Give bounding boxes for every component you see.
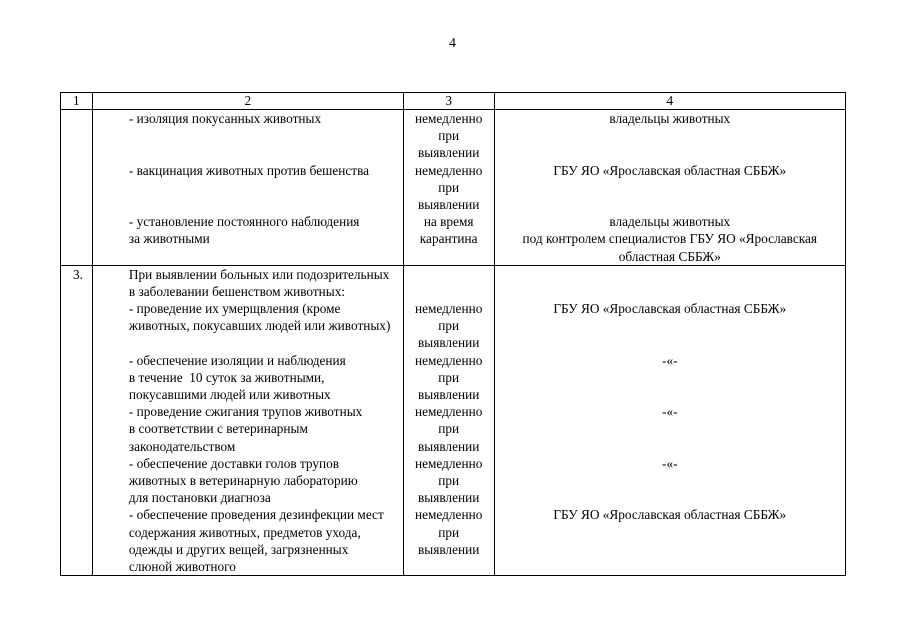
text-line: немедленно: [415, 404, 483, 420]
text-line: животных в ветеринарную лабораторию: [128, 472, 358, 488]
text-line: для постановки диагноза: [128, 490, 271, 506]
text-line: выявлении: [418, 196, 480, 212]
text-line: [497, 144, 843, 161]
text-line: немедленно: [415, 301, 483, 317]
measure-cell: [92, 110, 403, 266]
text-line: при: [438, 524, 460, 540]
text-line: [497, 127, 843, 144]
timing-cell: [403, 110, 494, 266]
responsible-cell: [494, 110, 845, 266]
text-line: [406, 248, 492, 265]
text-line: [95, 144, 401, 161]
text-line: слюной животного: [128, 558, 236, 574]
text-line: - обеспечение изоляции и наблюдения: [128, 352, 346, 368]
text-line: немедленно: [415, 352, 483, 368]
text-line: карантина: [419, 231, 478, 247]
text-line: [497, 283, 843, 300]
measure-cell: [92, 265, 403, 575]
text-line: в течение 10 суток за животными,: [128, 369, 325, 385]
text-line: выявлении: [418, 335, 480, 351]
text-line: ГБУ ЯО «Ярославская областная СББЖ»: [553, 507, 787, 523]
text-line: [497, 266, 843, 283]
text-line: при: [438, 128, 460, 144]
header-col-2: 2: [92, 93, 403, 110]
text-line: ГБУ ЯО «Ярославская областная СББЖ»: [553, 162, 787, 178]
text-line: немедленно: [415, 455, 483, 471]
text-line: в соответствии с ветеринарным: [128, 421, 308, 437]
text-line: выявлении: [418, 387, 480, 402]
text-line: законодательством: [128, 438, 236, 454]
text-line: - проведение сжигания трупов животных: [128, 404, 363, 420]
text-line: при: [438, 369, 460, 385]
timing-cell: [403, 265, 494, 575]
text-line: [95, 179, 401, 196]
text-line: [497, 369, 843, 386]
text-line: -«-: [662, 455, 678, 471]
text-line: животных, покусавших людей или животных): [128, 318, 391, 334]
text-line: [497, 386, 843, 403]
text-line: в заболевании бешенством животных:: [128, 283, 346, 299]
text-line: - установление постоянного наблюдения: [128, 214, 360, 230]
text-line: [406, 266, 492, 283]
text-line: на время: [423, 214, 474, 230]
text-line: [497, 420, 843, 437]
table-row: [61, 110, 846, 266]
text-line: [497, 558, 843, 575]
text-line: немедленно: [415, 111, 483, 126]
text-line: -«-: [662, 352, 678, 368]
text-line: [497, 472, 843, 489]
text-line: [497, 438, 843, 455]
text-line: при: [438, 421, 460, 437]
text-line: - обеспечение доставки голов трупов: [128, 455, 340, 471]
header-col-4: 4: [494, 93, 845, 110]
text-line: [406, 558, 492, 575]
text-line: [497, 334, 843, 351]
text-line: [95, 334, 401, 351]
text-line: выявлении: [418, 438, 480, 454]
text-line: выявлении: [418, 541, 480, 557]
text-line: [497, 541, 843, 558]
text-line: при: [438, 179, 460, 195]
text-line: при: [438, 472, 460, 488]
text-line: [95, 127, 401, 144]
text-line: немедленно: [415, 507, 483, 523]
text-line: немедленно: [415, 162, 483, 178]
text-line: владельцы животных: [609, 214, 731, 230]
responsible-cell: [494, 265, 845, 575]
row-number: [61, 110, 93, 266]
text-line: - вакцинация животных против бешенства: [128, 162, 370, 178]
text-line: при: [438, 318, 460, 334]
text-line: одежды и других вещей, загрязненных: [128, 541, 349, 557]
text-line: [497, 489, 843, 506]
text-line: за животными: [128, 231, 210, 247]
text-line: - проведение их умерщвления (кроме: [128, 301, 341, 317]
header-col-3: 3: [403, 93, 494, 110]
text-line: владельцы животных: [609, 111, 731, 126]
text-line: - обеспечение проведения дезинфекции мест: [128, 507, 384, 523]
text-line: покусавшими людей или животных: [128, 387, 331, 402]
text-line: ГБУ ЯО «Ярославская областная СББЖ»: [553, 301, 787, 317]
text-line: -«-: [662, 404, 678, 420]
text-line: областная СББЖ»: [618, 248, 721, 264]
text-line: [406, 283, 492, 300]
text-line: [497, 196, 843, 213]
text-line: выявлении: [418, 145, 480, 161]
text-line: [95, 196, 401, 213]
text-line: [95, 248, 401, 265]
table-header-row: [61, 93, 846, 110]
text-line: [497, 179, 843, 196]
text-line: - изоляция покусанных животных: [128, 111, 322, 126]
table-row: [61, 265, 846, 575]
measures-table: [60, 92, 846, 576]
text-line: выявлении: [418, 490, 480, 506]
text-line: содержания животных, предметов ухода,: [128, 524, 361, 540]
page-number: 4: [449, 36, 456, 51]
text-line: При выявлении больных или подозрительных: [128, 266, 390, 282]
row-number: 3.: [61, 265, 93, 575]
header-col-1: 1: [61, 93, 93, 110]
text-line: [497, 524, 843, 541]
text-line: [497, 317, 843, 334]
text-line: под контролем специалистов ГБУ ЯО «Ярославская: [522, 231, 817, 247]
